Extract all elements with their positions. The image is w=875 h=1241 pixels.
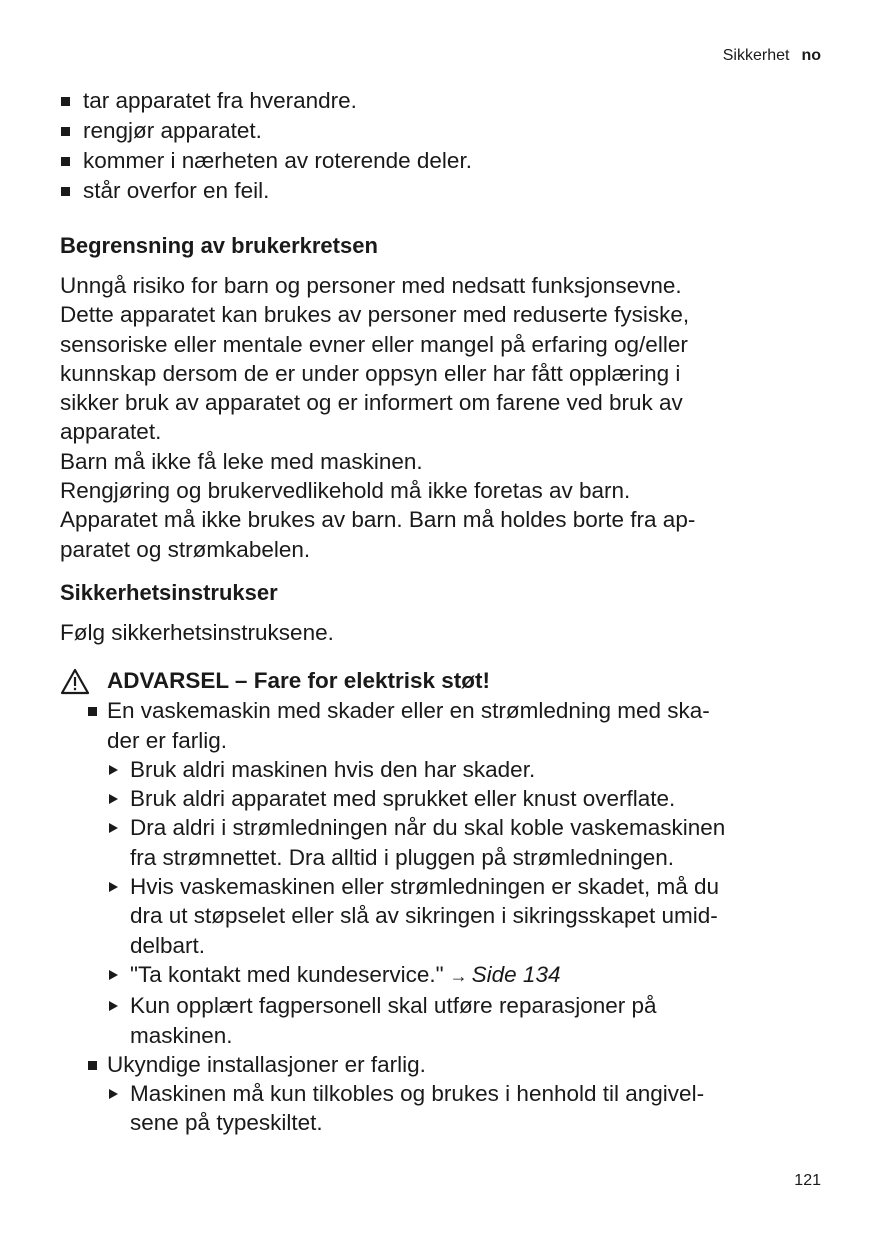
list-item: rengjør apparatet. <box>60 116 820 146</box>
step-arrow-icon <box>109 823 118 833</box>
body-line: En vaskemaskin med skader eller en strømledning med ska- <box>107 698 710 724</box>
warning-title: ADVARSEL – Fare for elektrisk støt! <box>107 668 491 694</box>
step-arrow-icon <box>109 882 118 892</box>
page-number: 121 <box>794 1172 821 1189</box>
section-heading-user-restriction: Begrensning av brukerkretsen <box>60 233 378 258</box>
body-line: fra strømnettet. Dra alltid i pluggen på strømledningen. <box>130 844 674 870</box>
section-body-user-restriction <box>60 271 820 564</box>
square-bullet-icon <box>61 187 70 196</box>
square-bullet-icon <box>88 1061 97 1070</box>
body-line: der er farlig. <box>107 727 228 753</box>
body-line: Kun opplært fagpersonell skal utføre reparasjoner på <box>130 993 657 1019</box>
warning-item <box>86 1050 820 1079</box>
body-line: Bruk aldri apparatet med sprukket eller knust overflate. <box>130 786 676 812</box>
list-item: står overfor en feil. <box>60 176 820 206</box>
warning-heading <box>60 666 820 696</box>
instruction-step <box>107 991 820 1050</box>
body-line: maskinen. <box>130 1022 233 1048</box>
instruction-step <box>107 813 820 872</box>
square-bullet-icon <box>61 127 70 136</box>
header-language-code: no <box>801 47 821 64</box>
instruction-step <box>107 784 820 813</box>
body-line: sensoriske eller mentale evner eller mangel på erfaring og/eller <box>60 331 688 357</box>
running-header <box>723 47 821 65</box>
intro-bullet-list <box>60 86 820 206</box>
body-line: paratet og strømkabelen. <box>60 536 311 562</box>
instruction-step <box>107 755 820 784</box>
square-bullet-icon <box>61 97 70 106</box>
body-line: Unngå risiko for barn og personer med nedsatt funksjonsevne. <box>60 273 682 298</box>
square-bullet-icon <box>88 707 97 716</box>
body-line: Rengjøring og brukervedlikehold må ikke foretas av barn. <box>60 478 631 504</box>
body-line: Hvis vaskemaskinen eller strømledningen er skadet, må du <box>130 874 719 900</box>
body-line: Dra aldri i strømledningen når du skal koble vaskemaskinen <box>130 815 726 841</box>
warning-triangle-icon <box>60 668 90 695</box>
body-line: kunnskap dersom de er under oppsyn eller har fått opplæring i <box>60 360 681 386</box>
body-line: Apparatet må ikke brukes av barn. Barn må holdes borte fra ap- <box>60 507 696 533</box>
list-item: kommer i nærheten av roterende deler. <box>60 146 820 176</box>
step-arrow-icon <box>109 970 118 980</box>
step-arrow-icon <box>109 1089 118 1099</box>
body-line: sene på typeskiltet. <box>130 1110 323 1136</box>
instruction-step <box>107 1079 820 1138</box>
body-line: Bruk aldri maskinen hvis den har skader. <box>130 756 536 782</box>
section-heading-safety-instructions: Sikkerhetsinstrukser <box>60 579 278 605</box>
body-line: Maskinen må kun tilkobles og brukes i henhold til angivel- <box>130 1081 705 1107</box>
body-line: delbart. <box>130 932 206 958</box>
warning-item <box>86 696 820 755</box>
body-line: Ukyndige installasjoner er farlig. <box>107 1051 426 1077</box>
page-reference-link[interactable]: Side 134 <box>471 961 561 987</box>
body-line: Barn må ikke få leke med maskinen. <box>60 448 423 474</box>
instruction-step <box>107 960 820 991</box>
page-content <box>60 86 820 1138</box>
reference-text: "Ta kontakt med kundeservice." <box>130 961 444 987</box>
step-arrow-icon <box>109 1001 118 1011</box>
body-line: dra ut støpselet eller slå av sikringen i sikringsskapet umid- <box>130 903 718 929</box>
body-line: apparatet. <box>60 419 162 445</box>
section-body-safety-instructions: Følg sikkerhetsinstruksene. <box>60 619 334 645</box>
list-item: tar apparatet fra hverandre. <box>60 86 820 116</box>
body-line: Dette apparatet kan brukes av personer med reduserte fysiske, <box>60 302 690 328</box>
cross-reference-arrow-icon: → <box>449 965 468 986</box>
square-bullet-icon <box>61 157 70 166</box>
step-arrow-icon <box>109 765 118 775</box>
header-section-title: Sikkerhet <box>722 47 790 64</box>
body-line: sikker bruk av apparatet og er informert om farene ved bruk av <box>60 390 683 416</box>
step-arrow-icon <box>109 794 118 804</box>
instruction-step <box>107 872 820 960</box>
